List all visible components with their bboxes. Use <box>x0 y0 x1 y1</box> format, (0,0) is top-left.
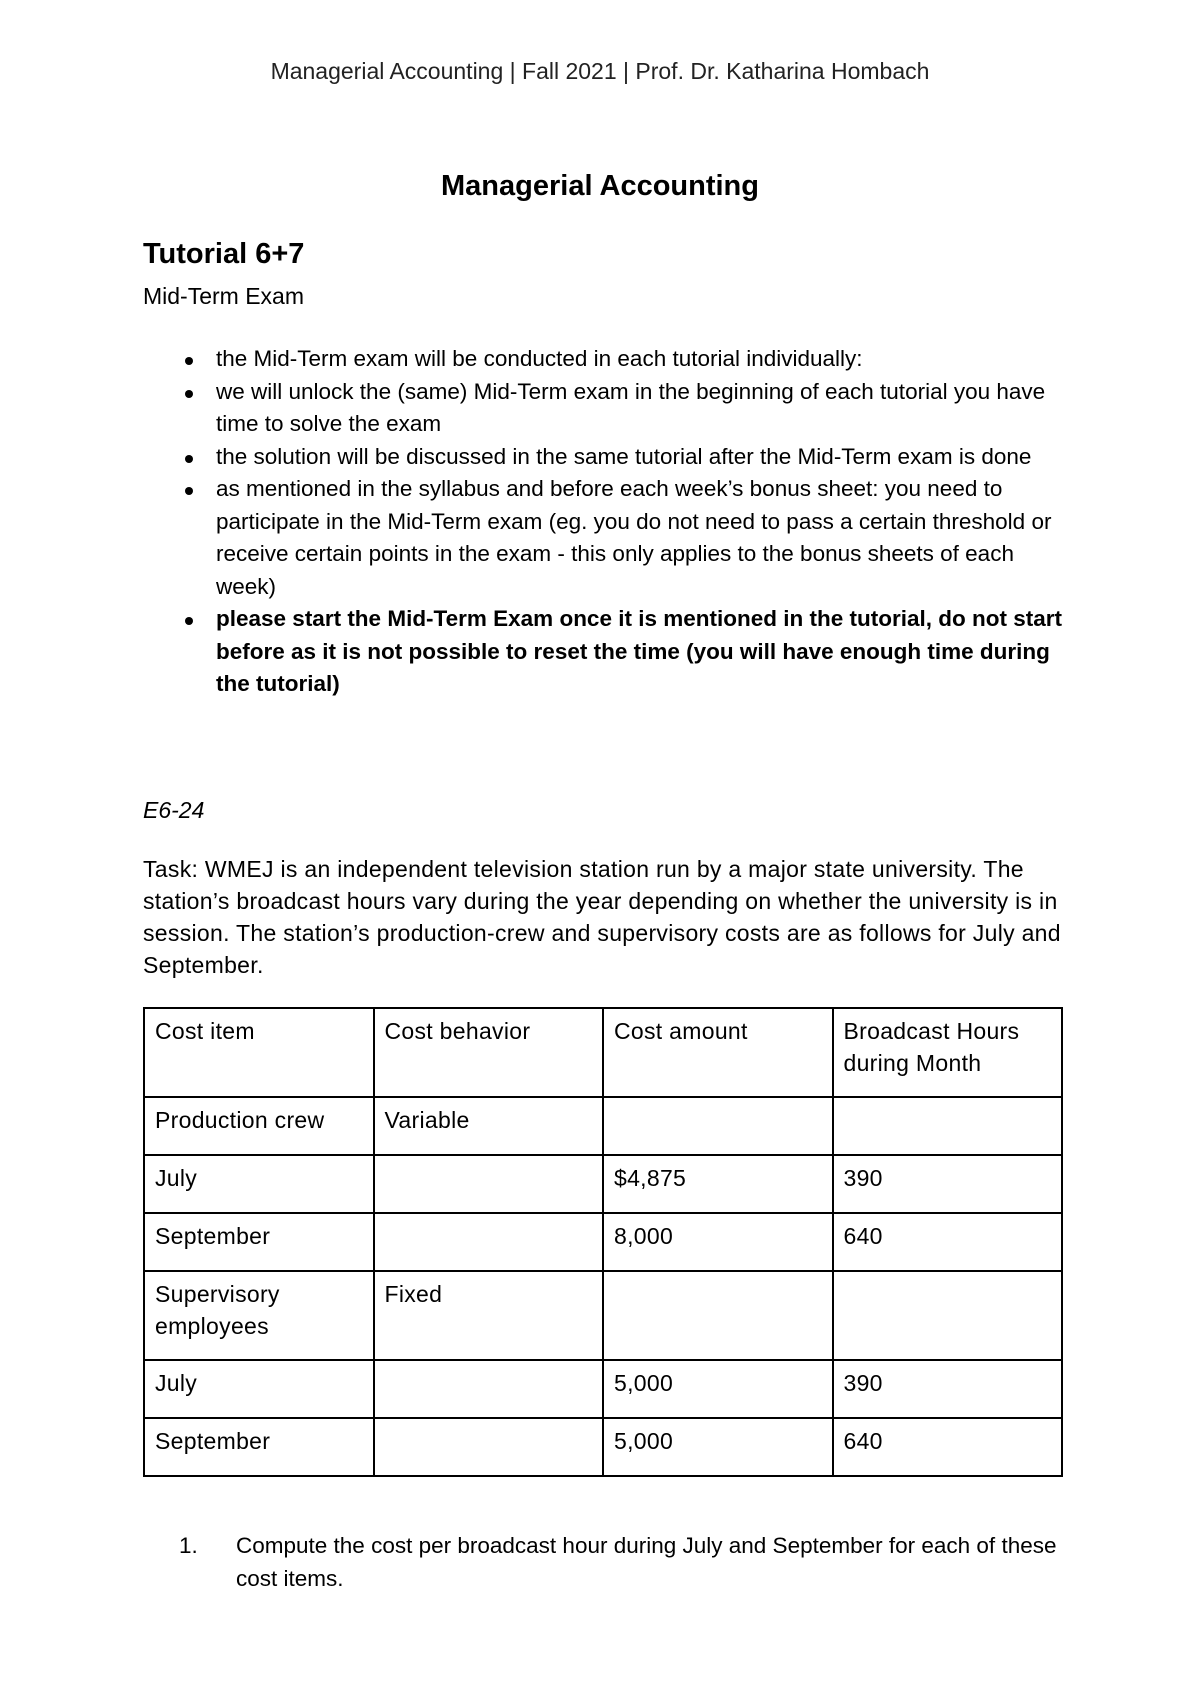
bullet-icon <box>185 617 193 625</box>
table-cell <box>833 1097 1063 1155</box>
table-header-cell: Cost amount <box>603 1008 833 1097</box>
table-cell: September <box>144 1213 374 1271</box>
bullet-item <box>143 473 1063 603</box>
table-cell <box>374 1418 604 1476</box>
table-header-cell: Broadcast Hours during Month <box>833 1008 1063 1097</box>
table-cell <box>374 1360 604 1418</box>
table-cell: 390 <box>833 1155 1063 1213</box>
table-cell: 640 <box>833 1213 1063 1271</box>
table-cell: July <box>144 1155 374 1213</box>
table-cell: Supervisory employees <box>144 1271 374 1360</box>
table-cell: $4,875 <box>603 1155 833 1213</box>
table-row <box>144 1213 1062 1271</box>
bullet-item <box>143 376 1063 441</box>
exercise-id: E6-24 <box>143 797 205 823</box>
table-cell: Fixed <box>374 1271 604 1360</box>
table-cell <box>833 1271 1063 1360</box>
table-header-cell: Cost item <box>144 1008 374 1097</box>
section-subheading: Mid-Term Exam <box>143 283 305 309</box>
bullet-list <box>143 343 1063 701</box>
table-cell <box>374 1213 604 1271</box>
bullet-item-important <box>143 603 1063 701</box>
question-item <box>143 1530 1063 1595</box>
table-cell: 5,000 <box>603 1418 833 1476</box>
table-row <box>144 1360 1062 1418</box>
table-header-row <box>144 1008 1062 1097</box>
bullet-text: the Mid-Term exam will be conducted in each tutorial individually: <box>216 346 863 371</box>
table-header-cell: Cost behavior <box>374 1008 604 1097</box>
table-cell: 390 <box>833 1360 1063 1418</box>
table-cell <box>603 1097 833 1155</box>
task-paragraph: Task: WMEJ is an independent television station run by a major state university. The station’s broadcast hours vary during the year depending on whether the university is in session. The station’s production-crew and supervisory costs are as follows for July and September. <box>143 856 1061 978</box>
bullet-item <box>143 343 1063 376</box>
bullet-text: please start the Mid-Term Exam once it is mentioned in the tutorial, do not start before as it is not possible to reset the time (you will have enough time during the tutorial) <box>216 606 1062 696</box>
table-cell: Variable <box>374 1097 604 1155</box>
question-text: Compute the cost per broadcast hour during July and September for each of these cost items. <box>236 1533 1057 1591</box>
document-title: Managerial Accounting <box>441 170 759 202</box>
question-number: 1. <box>179 1533 198 1558</box>
bullet-text: the solution will be discussed in the same tutorial after the Mid-Term exam is done <box>216 443 1032 469</box>
running-header: Managerial Accounting | Fall 2021 | Prof. Dr. Katharina Hombach <box>270 58 930 84</box>
question-list <box>143 1530 1063 1595</box>
table-cell: 8,000 <box>603 1213 833 1271</box>
table-row <box>144 1418 1062 1476</box>
tutorial-heading: Tutorial 6+7 <box>143 238 305 270</box>
bullet-icon <box>185 487 193 495</box>
table-row <box>144 1155 1062 1213</box>
table-row <box>144 1097 1062 1155</box>
table-cell <box>374 1155 604 1213</box>
bullet-item <box>143 441 1063 474</box>
table-cell: 640 <box>833 1418 1063 1476</box>
table-row <box>144 1271 1062 1360</box>
cost-table <box>143 1007 1063 1477</box>
bullet-text: as mentioned in the syllabus and before each week’s bonus sheet: you need to participate in the Mid-Term exam (eg. you do not need to pass a certain threshold or receive certain points in the exam - this only applies to the bonus sheets of each week) <box>216 476 1052 599</box>
bullet-icon <box>185 455 193 463</box>
bullet-icon <box>185 390 193 398</box>
table-cell: Production crew <box>144 1097 374 1155</box>
table-cell: July <box>144 1360 374 1418</box>
table-cell: September <box>144 1418 374 1476</box>
bullet-text: we will unlock the (same) Mid-Term exam in the beginning of each tutorial you have time to solve the exam <box>216 378 1046 436</box>
bullet-icon <box>185 357 193 365</box>
table-cell <box>603 1271 833 1360</box>
table-cell: 5,000 <box>603 1360 833 1418</box>
